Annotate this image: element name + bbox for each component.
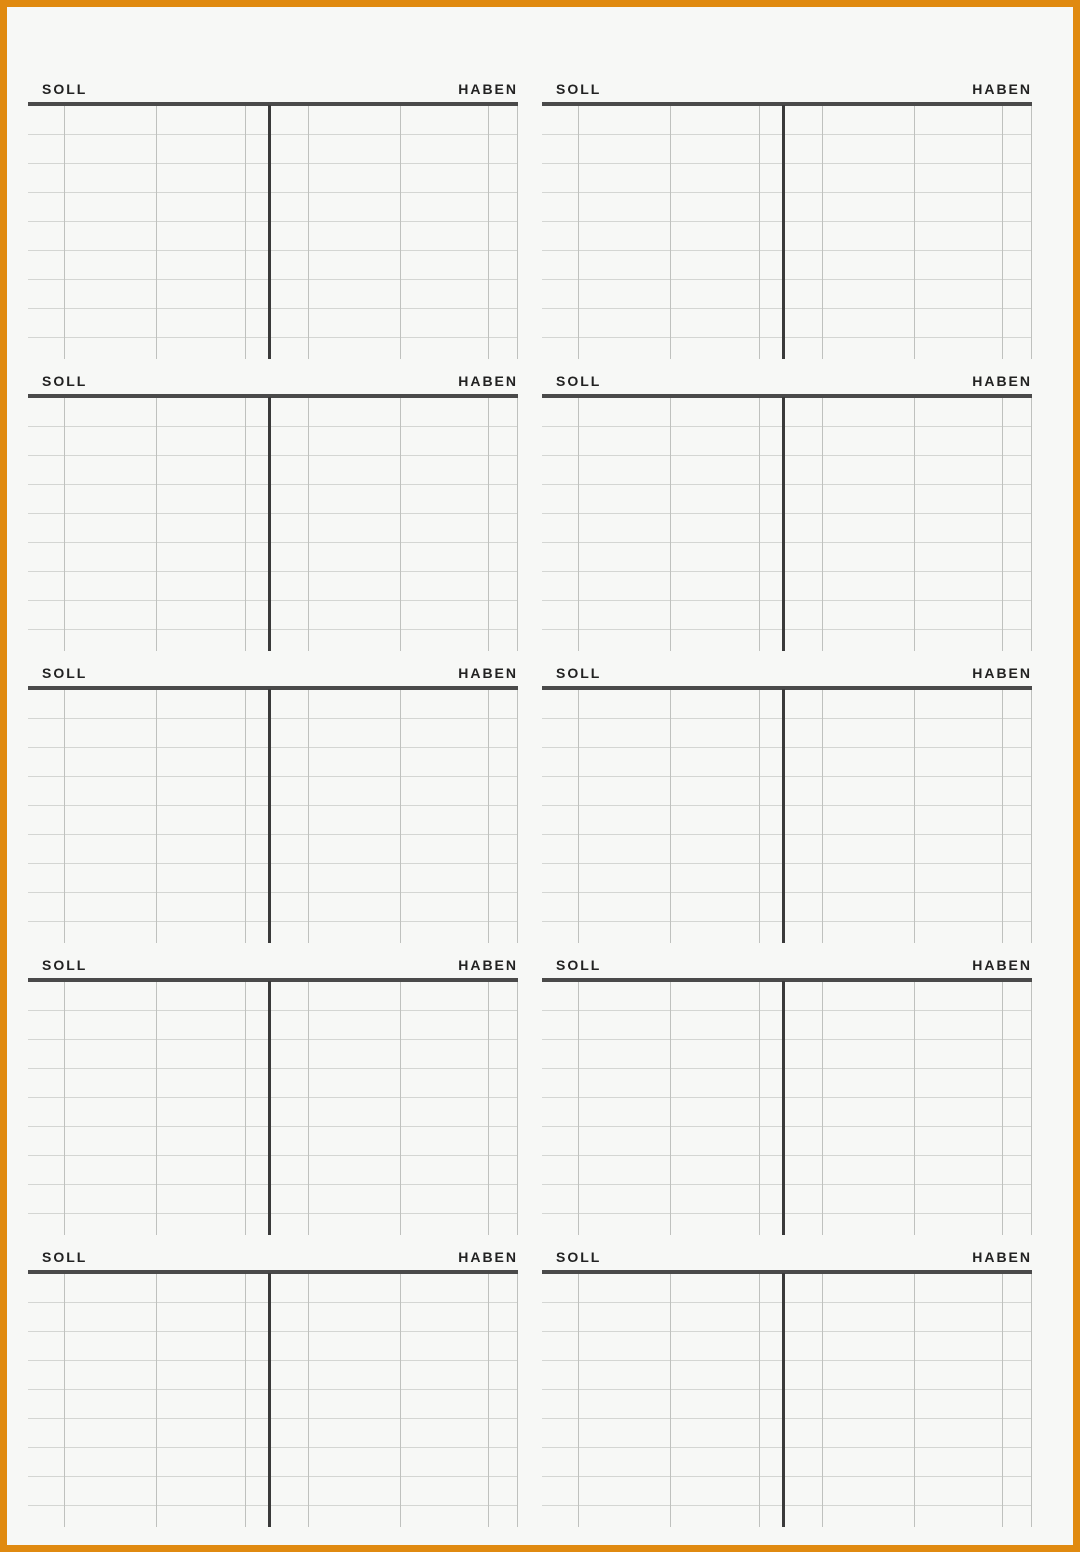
column-line xyxy=(245,982,246,1235)
haben-label: HABEN xyxy=(972,81,1032,97)
t-account xyxy=(542,357,1032,631)
column-line xyxy=(670,106,671,359)
column-line xyxy=(1031,690,1032,943)
ruled-rows xyxy=(28,982,518,1235)
column-line xyxy=(400,1274,401,1527)
column-line xyxy=(245,398,246,651)
column-line xyxy=(156,1274,157,1527)
column-line xyxy=(64,1274,65,1527)
column-line xyxy=(64,690,65,943)
haben-label: HABEN xyxy=(972,1249,1032,1265)
column-line xyxy=(517,690,518,943)
ruled-rows xyxy=(28,690,518,943)
column-line xyxy=(308,1274,309,1527)
t-divider xyxy=(268,689,271,943)
column-line xyxy=(400,398,401,651)
column-line xyxy=(822,982,823,1235)
column-line xyxy=(517,106,518,359)
column-line xyxy=(308,398,309,651)
haben-label: HABEN xyxy=(458,665,518,681)
column-line xyxy=(1031,398,1032,651)
t-divider xyxy=(268,1273,271,1527)
column-line xyxy=(578,982,579,1235)
column-line xyxy=(914,690,915,943)
column-line xyxy=(308,982,309,1235)
t-divider xyxy=(782,689,785,943)
column-line xyxy=(1031,1274,1032,1527)
column-line xyxy=(488,106,489,359)
t-divider xyxy=(782,397,785,651)
t-account xyxy=(28,65,518,339)
column-line xyxy=(517,1274,518,1527)
t-account xyxy=(28,649,518,923)
soll-label: SOLL xyxy=(556,373,602,389)
ruled-rows xyxy=(542,398,1032,651)
column-line xyxy=(156,982,157,1235)
t-divider xyxy=(782,981,785,1235)
column-line xyxy=(578,398,579,651)
soll-label: SOLL xyxy=(42,957,88,973)
soll-label: SOLL xyxy=(42,1249,88,1265)
column-line xyxy=(400,982,401,1235)
column-line xyxy=(670,982,671,1235)
column-line xyxy=(488,690,489,943)
column-line xyxy=(64,982,65,1235)
column-line xyxy=(488,1274,489,1527)
column-line xyxy=(822,106,823,359)
haben-label: HABEN xyxy=(972,665,1032,681)
column-line xyxy=(759,1274,760,1527)
column-line xyxy=(1002,690,1003,943)
column-line xyxy=(1031,982,1032,1235)
column-line xyxy=(759,982,760,1235)
t-divider xyxy=(268,105,271,359)
column-line xyxy=(1002,1274,1003,1527)
t-account xyxy=(542,649,1032,923)
column-line xyxy=(914,1274,915,1527)
column-line xyxy=(759,690,760,943)
column-line xyxy=(245,1274,246,1527)
column-line xyxy=(578,106,579,359)
column-line xyxy=(822,690,823,943)
column-line xyxy=(759,398,760,651)
column-line xyxy=(670,1274,671,1527)
column-line xyxy=(156,106,157,359)
column-line xyxy=(1002,106,1003,359)
ruled-rows xyxy=(28,106,518,359)
column-line xyxy=(517,398,518,651)
soll-label: SOLL xyxy=(556,957,602,973)
column-line xyxy=(914,398,915,651)
ruled-rows xyxy=(542,982,1032,1235)
soll-label: SOLL xyxy=(556,1249,602,1265)
column-line xyxy=(245,690,246,943)
soll-label: SOLL xyxy=(42,373,88,389)
t-divider xyxy=(268,981,271,1235)
t-divider xyxy=(782,105,785,359)
column-line xyxy=(670,398,671,651)
soll-label: SOLL xyxy=(556,665,602,681)
column-line xyxy=(308,690,309,943)
column-line xyxy=(488,398,489,651)
column-line xyxy=(578,1274,579,1527)
column-line xyxy=(578,690,579,943)
haben-label: HABEN xyxy=(458,373,518,389)
column-line xyxy=(1002,982,1003,1235)
soll-label: SOLL xyxy=(42,81,88,97)
column-line xyxy=(1031,106,1032,359)
ruled-rows xyxy=(542,106,1032,359)
column-line xyxy=(400,690,401,943)
column-line xyxy=(914,106,915,359)
t-account xyxy=(542,941,1032,1215)
column-line xyxy=(308,106,309,359)
column-line xyxy=(64,398,65,651)
t-account xyxy=(542,65,1032,339)
soll-label: SOLL xyxy=(556,81,602,97)
column-line xyxy=(156,398,157,651)
t-account xyxy=(28,357,518,631)
column-line xyxy=(517,982,518,1235)
column-line xyxy=(400,106,401,359)
t-divider xyxy=(782,1273,785,1527)
haben-label: HABEN xyxy=(972,957,1032,973)
column-line xyxy=(245,106,246,359)
haben-label: HABEN xyxy=(458,1249,518,1265)
ruled-rows xyxy=(542,1274,1032,1527)
t-account-grid xyxy=(28,65,1044,1533)
soll-label: SOLL xyxy=(42,665,88,681)
column-line xyxy=(822,1274,823,1527)
haben-label: HABEN xyxy=(972,373,1032,389)
column-line xyxy=(759,106,760,359)
column-line xyxy=(156,690,157,943)
t-divider xyxy=(268,397,271,651)
column-line xyxy=(670,690,671,943)
ruled-rows xyxy=(28,398,518,651)
column-line xyxy=(1002,398,1003,651)
ruled-rows xyxy=(28,1274,518,1527)
column-line xyxy=(914,982,915,1235)
haben-label: HABEN xyxy=(458,957,518,973)
haben-label: HABEN xyxy=(458,81,518,97)
t-account xyxy=(542,1233,1032,1507)
ruled-rows xyxy=(542,690,1032,943)
column-line xyxy=(64,106,65,359)
t-account xyxy=(28,941,518,1215)
t-account xyxy=(28,1233,518,1507)
column-line xyxy=(488,982,489,1235)
column-line xyxy=(822,398,823,651)
